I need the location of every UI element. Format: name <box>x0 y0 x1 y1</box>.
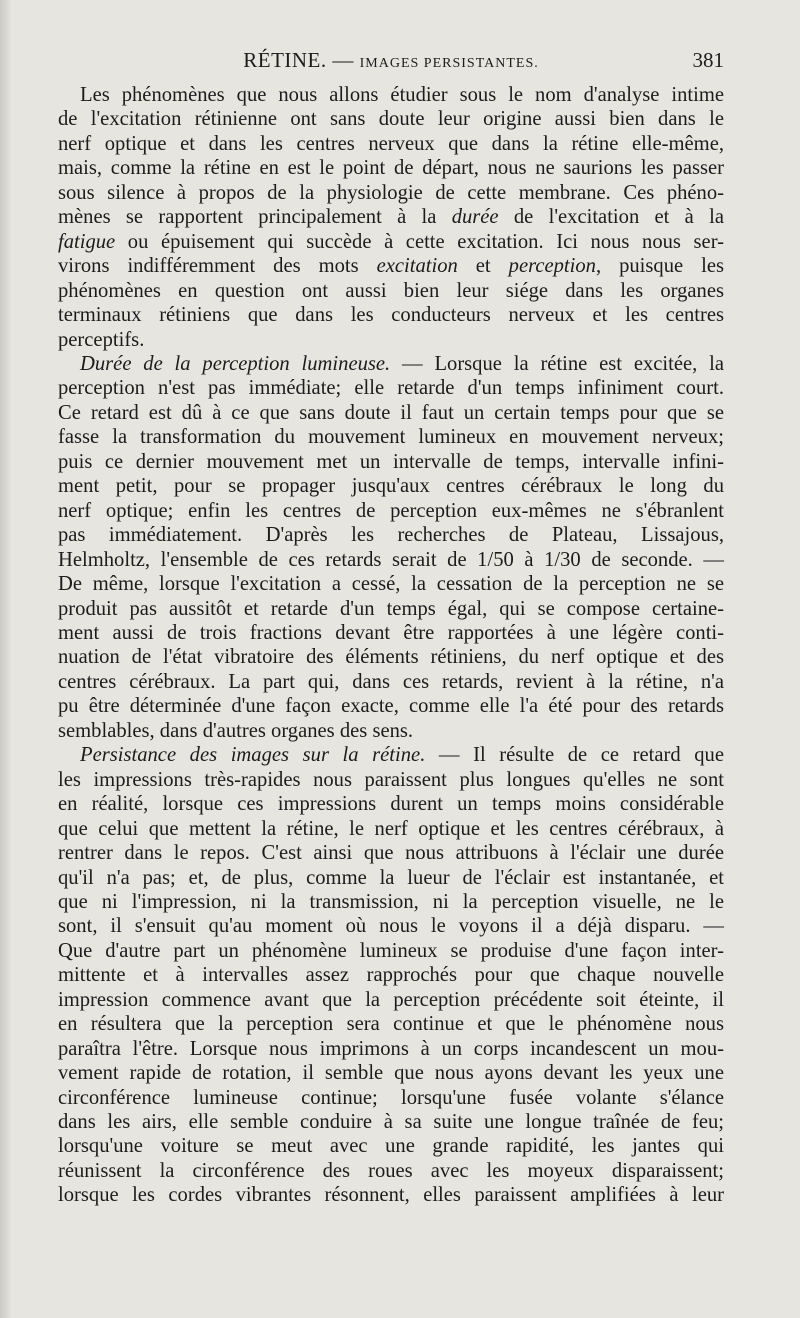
text-line: semblables, dans d'autres organes des sens. <box>58 719 414 742</box>
text-line: fasse la transformation du mouvement lumineux en mouvement nerveux; <box>58 426 724 449</box>
text-line: les impressions très-rapides nous paraissent plus longues qu'elles ne sont <box>58 768 724 791</box>
text-line: perception n'est pas immédiate; elle retarde d'un temps infiniment court. <box>58 377 724 400</box>
text-line: nerf optique; enfin les centres de perception eux-mêmes ne s'ébranlent <box>58 499 724 522</box>
text-line: en résultera que la perception sera continue et que le phénomène nous <box>58 1013 724 1036</box>
text-line: ment petit, pour se propager jusqu'aux centres cérébraux le long du <box>58 475 724 498</box>
page-edge-shadow <box>0 0 12 1318</box>
text-line: Que d'autre part un phénomène lumineux se produise d'une façon inter- <box>58 939 724 962</box>
text-line: sous silence à propos de la physiologie de cette membrane. Ces phéno- <box>58 181 724 204</box>
text-line: mènes se rapportent principalement à la durée de l'excitation et à la <box>58 206 724 229</box>
text-line: centres cérébraux. La part qui, dans ces retards, revient à la rétine, n'a <box>58 670 724 693</box>
section-heading: Durée de la perception lumineuse. <box>80 352 391 375</box>
text-line: de l'excitation rétinienne ont sans doute leur origine aussi bien dans le <box>58 108 724 131</box>
body-text <box>58 83 724 1208</box>
text-line: mais, comme la rétine en est le point de départ, nous ne saurions les passer <box>58 157 724 180</box>
section-title: IMAGES PERSISTANTES. <box>359 56 539 71</box>
text-line: impression commence avant que la perception précédente soit éteinte, il <box>58 988 724 1011</box>
text-line: nuation de l'état vibratoire des éléments rétiniens, du nerf optique et des <box>58 646 724 669</box>
running-head <box>58 48 724 74</box>
chapter-title: RÉTINE. <box>243 48 327 72</box>
text-line: nerf optique et dans les centres nerveux que dans la rétine elle-même, <box>58 132 724 155</box>
page-number: 381 <box>692 48 724 72</box>
text-line: perceptifs. <box>58 328 145 351</box>
text-line: Persistance des images sur la rétine. — Il résulte de ce retard que <box>80 744 724 767</box>
italic-term: perception <box>508 255 596 278</box>
title-dash: — <box>326 48 360 72</box>
text-line: circonférence lumineuse continue; lorsqu'une fusée volante s'élance <box>58 1086 724 1109</box>
text-line: produit pas aussitôt et retarde d'un temps égal, qui se compose certaine- <box>58 597 724 620</box>
text-line: sont, il s'ensuit qu'au moment où nous le voyons il a déjà disparu. — <box>58 915 724 938</box>
text-line: qu'il n'a pas; et, de plus, comme la lueur de l'éclair est instantanée, et <box>58 866 724 889</box>
text-line: puis ce dernier mouvement met un intervalle de temps, intervalle infini- <box>58 450 724 473</box>
section-heading: Persistance des images sur la rétine. <box>80 744 426 767</box>
text-line: lorsqu'une voiture se meut avec une grande rapidité, les jantes qui <box>58 1135 724 1158</box>
text-line: ment aussi de trois fractions devant être rapportées à une légère conti- <box>58 621 724 644</box>
text-line: fatigue ou épuisement qui succède à cette excitation. Ici nous nous ser- <box>58 230 724 253</box>
text-line: Les phénomènes que nous allons étudier sous le nom d'analyse intime <box>80 84 724 106</box>
text-line: dans les airs, elle semble conduire à sa suite une longue traînée de feu; <box>58 1111 724 1134</box>
text-line: mittente et à intervalles assez rapprochés pour que chaque nouvelle <box>58 964 724 987</box>
italic-term: excitation <box>376 255 458 278</box>
text-line: que ni l'impression, ni la transmission, ni la perception visuelle, ne le <box>58 890 724 913</box>
text-line: rentrer dans le repos. C'est ainsi que nous attribuons à l'éclair une durée <box>58 842 724 865</box>
text-line: phénomènes en question ont aussi bien leur siége dans les organes <box>58 279 724 302</box>
text-line: lorsque les cordes vibrantes résonnent, elles paraissent amplifiées à leur <box>58 1184 724 1207</box>
text-line: que celui que mettent la rétine, le nerf optique et les centres cérébraux, à <box>58 817 724 840</box>
text-line: Helmholtz, l'ensemble de ces retards serait de 1/50 à 1/30 de seconde. — <box>58 548 724 571</box>
text-line: réunissent la circonférence des roues avec les moyeux disparaissent; <box>58 1159 724 1182</box>
text-line: terminaux rétiniens que dans les conducteurs nerveux et les centres <box>58 304 724 327</box>
text-line: paraîtra l'être. Lorsque nous imprimons à un corps incandescent un mou- <box>58 1037 724 1060</box>
italic-term: durée <box>451 206 499 229</box>
text-line: pu être déterminée d'une façon exacte, comme elle l'a été pour des retards <box>58 695 724 718</box>
running-head-title <box>58 48 724 73</box>
italic-term: fatigue <box>58 230 116 253</box>
text-line: en réalité, lorsque ces impressions durent un temps moins considérable <box>58 793 724 816</box>
text-line: vement rapide de rotation, il semble que nous ayons devant les yeux une <box>58 1062 724 1085</box>
text-line: virons indifféremment des mots excitation et perception, puisque les <box>58 255 724 278</box>
text-line: pas immédiatement. D'après les recherches de Plateau, Lissajous, <box>58 524 724 547</box>
text-line: Durée de la perception lumineuse. — Lorsque la rétine est excitée, la <box>80 352 724 375</box>
text-line: De même, lorsque l'excitation a cessé, la cessation de la perception ne se <box>58 573 724 596</box>
text-line: Ce retard est dû à ce que sans doute il faut un certain temps pour que se <box>58 401 724 424</box>
